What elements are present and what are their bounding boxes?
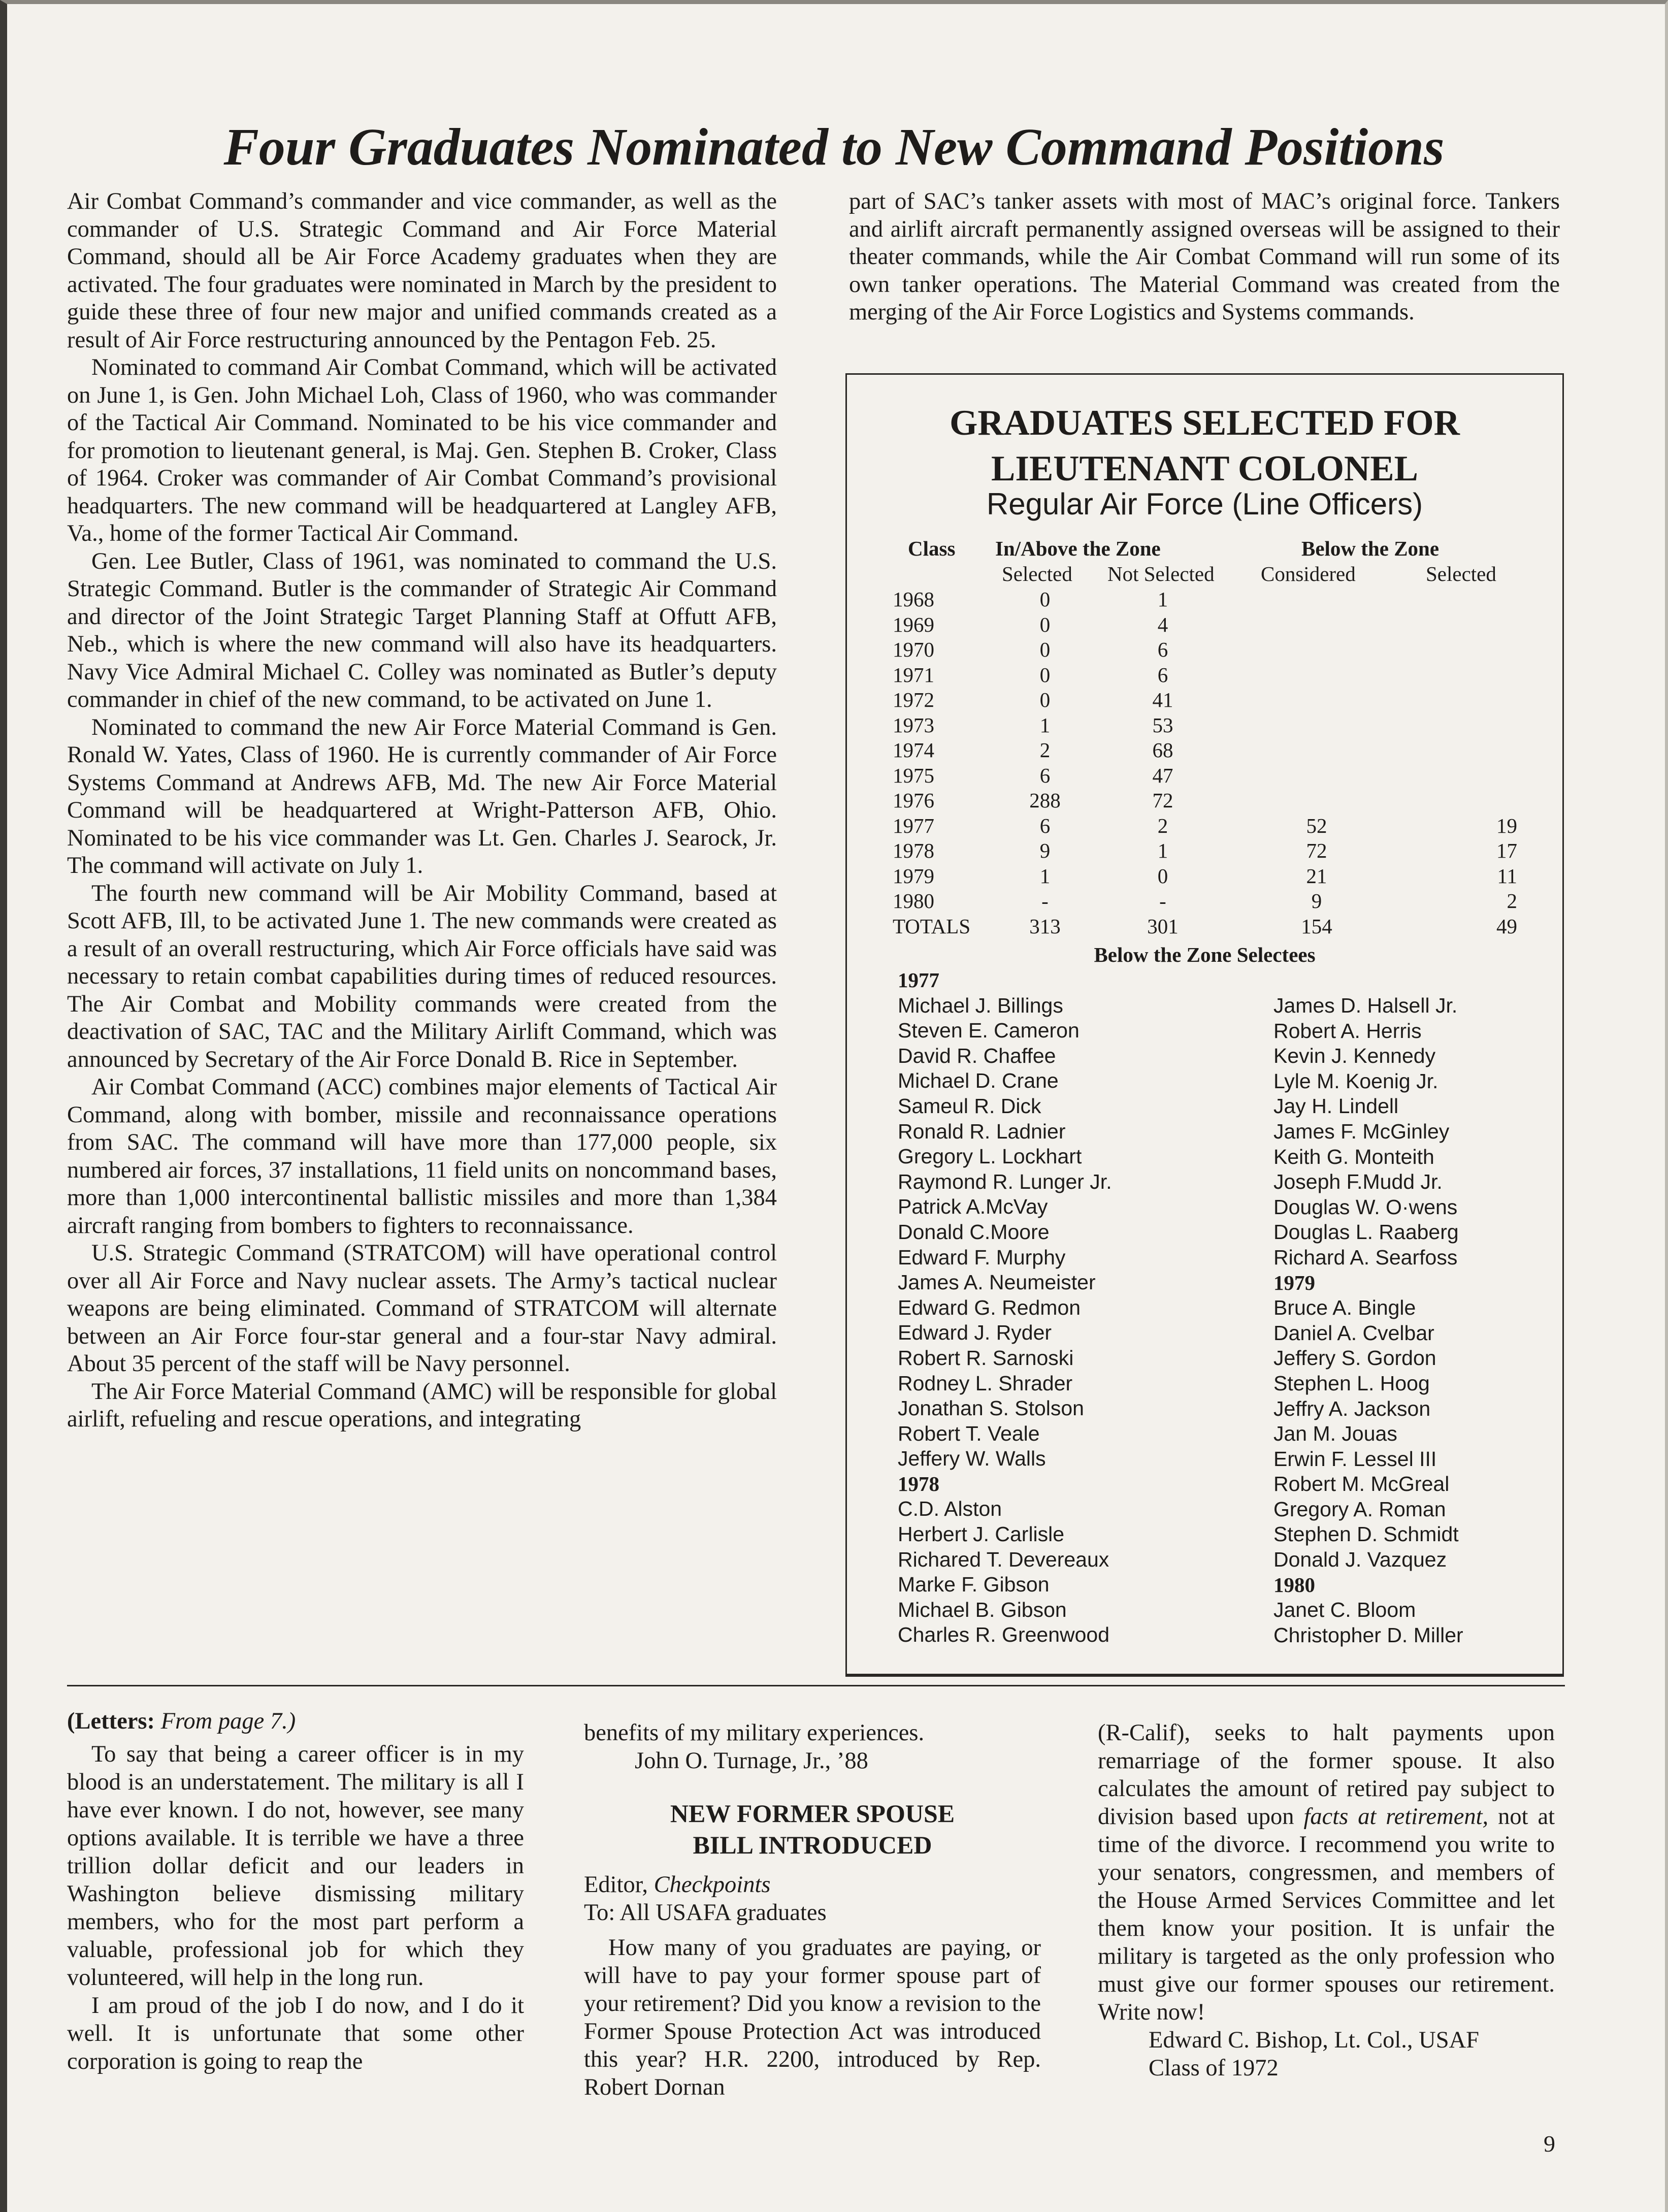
below-selected-cell bbox=[1456, 738, 1517, 763]
selectee-name: Richared T. Devereaux bbox=[898, 1547, 1109, 1571]
selectee-name: Herbert J. Carlisle bbox=[898, 1522, 1065, 1546]
class-column bbox=[893, 587, 984, 939]
not-selected-cell: 6 bbox=[1157, 663, 1168, 687]
selectee-name: Christopher D. Miller bbox=[1273, 1623, 1463, 1647]
not-selected-column bbox=[1117, 587, 1208, 939]
editor-line bbox=[584, 1871, 1041, 1899]
box-subtitle: Regular Air Force (Line Officers) bbox=[986, 487, 1423, 521]
selectee-name: Robert R. Sarnoski bbox=[898, 1346, 1074, 1370]
selectee-name: Donald J. Vazquez bbox=[1273, 1548, 1447, 1572]
selected-cell: 288 bbox=[1029, 789, 1061, 812]
article-paragraph: Nominated to command the new Air Force Material Command is Gen. Ronald W. Yates, Class of 1960. He is currently commander of Air Force Systems Command at Andrews AFB, Md. The new Air Force Material Command will be headquartered at Wright-Patterson AFB, Ohio. Nominated to be his vice commander was Lt. Gen. Charles J. Searock, Jr. The command will activate on July 1. bbox=[67, 714, 777, 879]
selectee-name: Kevin J. Kennedy bbox=[1273, 1044, 1436, 1068]
selectee-name: Stephen D. Schmidt bbox=[1273, 1522, 1459, 1546]
box-title-line: GRADUATES SELECTED FOR bbox=[950, 403, 1460, 443]
letter-paragraph: I am proud of the job I do now, and I do it well. It is unfortunate that some other corporation is going to reap the bbox=[67, 1993, 524, 2074]
selectee-name: Donald C.Moore bbox=[898, 1220, 1050, 1244]
considered-cell: 21 bbox=[1306, 864, 1327, 888]
header-not-selected: Not Selected bbox=[1107, 562, 1215, 585]
selected-cell: 0 bbox=[1039, 688, 1051, 711]
article-paragraph: Air Combat Command (ACC) combines major elements of Tactical Air Command, along with bomber, missile and reconnaissance operations from SAC. The command will have more than 177,000 people, six numbered air forces, 37 installations, 11 field units on noncommand bases, more than 1,000 intercontinental ballistic missiles and more than 1,384 aircraft ranging from bombers to fighters to reconnaissance. bbox=[67, 1074, 777, 1239]
selectee-name: Janet C. Bloom bbox=[1273, 1598, 1416, 1622]
editor-prefix: Editor, bbox=[584, 1872, 648, 1898]
class-cell: 1975 bbox=[893, 763, 934, 787]
letters-middle-column bbox=[584, 1719, 1041, 2101]
not-selected-cell: 68 bbox=[1152, 738, 1173, 762]
selectee-name: Edward J. Ryder bbox=[898, 1321, 1052, 1345]
considered-cell bbox=[1273, 612, 1360, 638]
not-selected-cell: 47 bbox=[1152, 763, 1173, 787]
selectee-name: Sameul R. Dick bbox=[898, 1094, 1041, 1118]
selectee-name: Patrick A.McVay bbox=[898, 1195, 1048, 1219]
considered-cell bbox=[1273, 587, 1360, 612]
selectee-name: Ronald R. Ladnier bbox=[898, 1119, 1066, 1143]
article-paragraph: Nominated to command Air Combat Command, which will be activated on June 1, is Gen. John Michael Loh, Class of 1960, who was commander of the Tactical Air Command. Nominated to be his vice commander and for promotion to lieutenant general, is Maj. Gen. Stephen B. Croker, Class of 1964. Croker was commander of Air Combat Command’s provisional headquarters. The new command will be headquartered at Langley AFB, Va., home of the former Tactical Air Command. bbox=[67, 354, 777, 546]
selectee-name: Michael J. Billings bbox=[898, 993, 1063, 1017]
not-selected-cell: 1 bbox=[1157, 839, 1168, 862]
letter-paragraph: To say that being a career officer is in my blood is an understatement. The military is all I have ever known. I do not, however, see many options available. It is terrible we have a three trillion dollar deficit and our leaders in Washington believe dismissing military members, who for the most part perform a valuable, professional job for which they volunteered, will help in the long run. bbox=[67, 1741, 524, 1991]
selection-table-body bbox=[847, 587, 1565, 942]
selectee-year-heading: 1978 bbox=[898, 1472, 939, 1495]
selectee-name: Michael D. Crane bbox=[898, 1069, 1059, 1093]
selectee-name: Jay H. Lindell bbox=[1273, 1094, 1399, 1118]
header-selected: Selected bbox=[1002, 562, 1072, 585]
letter-signature: John O. Turnage, Jr., ’88 bbox=[635, 1748, 868, 1774]
selectee-name: Douglas W. O·wens bbox=[1273, 1195, 1458, 1219]
considered-cell bbox=[1273, 713, 1360, 738]
selectee-name: Jeffery W. Walls bbox=[898, 1447, 1046, 1471]
not-selected-cell: - bbox=[1159, 889, 1166, 913]
class-cell: 1968 bbox=[893, 588, 934, 611]
article-right-column bbox=[849, 188, 1560, 327]
selected-cell: 6 bbox=[1039, 814, 1051, 837]
article-paragraph: part of SAC’s tanker assets with most of MAC’s original force. Tankers and airlift aircraft permanently assigned overseas will be assigned to their theater commands, while the Air Combat Command will run some of its own tanker operations. The Material Command was created from the merging of the Air Force Logistics and Systems commands. bbox=[849, 188, 1560, 325]
section-divider bbox=[67, 1685, 1565, 1686]
not-selected-cell: 41 bbox=[1152, 688, 1173, 711]
selectee-name: Edward F. Murphy bbox=[898, 1245, 1066, 1269]
class-cell: 1970 bbox=[893, 638, 934, 661]
selectee-name: Keith G. Monteith bbox=[1273, 1145, 1434, 1168]
article-paragraph: The Air Force Material Command (AMC) will be responsible for global airlift, refueling and rescue operations, and integrating bbox=[67, 1378, 777, 1432]
considered-cell bbox=[1273, 688, 1360, 713]
selectee-name: Douglas L. Raaberg bbox=[1273, 1220, 1459, 1244]
letters-left-column bbox=[67, 1707, 524, 2075]
bill-heading bbox=[584, 1798, 1041, 1861]
article-paragraph: The fourth new command will be Air Mobility Command, based at Scott AFB, Ill, to be activated June 1. The new commands were created as a result of an overall restructuring, which Air Force officials have said was necessary to retain combat capabilities during times of reduced resources. The Air Combat and Mobility commands were created from the deactivation of SAC, TAC and the Military Airlift Command, which was announced by Secretary of the Air Force Donald B. Rice in September. bbox=[67, 880, 777, 1072]
selectee-name: Bruce A. Bingle bbox=[1273, 1296, 1416, 1320]
selectee-year-heading: 1979 bbox=[1273, 1271, 1315, 1294]
selectee-name: Charles R. Greenwood bbox=[898, 1623, 1110, 1647]
selectee-name: Rodney L. Shrader bbox=[898, 1371, 1073, 1395]
selected-column bbox=[1015, 587, 1075, 939]
letter-italic-text: facts at retirement, bbox=[1303, 1804, 1489, 1830]
selectee-name: Gregory L. Lockhart bbox=[898, 1145, 1082, 1168]
class-cell: 1969 bbox=[893, 612, 934, 636]
page-number: 9 bbox=[1544, 2131, 1555, 2157]
header-selected-below: Selected bbox=[1426, 562, 1496, 585]
selectee-name: Jonathan S. Stolson bbox=[898, 1396, 1084, 1420]
class-cell: TOTALS bbox=[893, 914, 971, 938]
letter-continuation: benefits of my military experiences. bbox=[584, 1720, 925, 1746]
below-selected-cell bbox=[1456, 637, 1517, 663]
not-selected-cell: 2 bbox=[1157, 814, 1168, 837]
below-selected-cell: 11 bbox=[1497, 864, 1517, 888]
selected-cell: 1 bbox=[1039, 864, 1051, 888]
considered-cell: 9 bbox=[1311, 889, 1322, 913]
selectee-year-heading: 1980 bbox=[1273, 1573, 1315, 1597]
selected-cell: 0 bbox=[1039, 612, 1051, 636]
selectee-name: David R. Chaffee bbox=[898, 1044, 1056, 1067]
selectee-name: Gregory A. Roman bbox=[1273, 1497, 1446, 1521]
header-below-zone: Below the Zone bbox=[1301, 537, 1440, 560]
not-selected-cell: 4 bbox=[1157, 612, 1168, 636]
selectee-name: James D. Halsell Jr. bbox=[1273, 994, 1458, 1017]
not-selected-cell: 53 bbox=[1152, 713, 1173, 737]
letters-continued-line bbox=[67, 1707, 524, 1735]
below-selected-cell: 49 bbox=[1496, 914, 1517, 938]
considered-column bbox=[1273, 587, 1360, 939]
not-selected-cell: 1 bbox=[1157, 588, 1168, 611]
selection-table-header bbox=[847, 536, 1565, 585]
selectee-name: James A. Neumeister bbox=[898, 1271, 1096, 1294]
selectee-name: Marke F. Gibson bbox=[898, 1573, 1050, 1597]
letters-label: (Letters: bbox=[67, 1708, 155, 1734]
class-cell: 1976 bbox=[893, 789, 934, 812]
header-considered: Considered bbox=[1261, 562, 1356, 585]
selectees-list-right bbox=[1273, 993, 1463, 1648]
selectee-name: Robert A. Herris bbox=[1273, 1019, 1422, 1043]
considered-cell: 72 bbox=[1306, 839, 1327, 862]
selectee-name: Stephen L. Hoog bbox=[1273, 1371, 1430, 1395]
below-selected-cell bbox=[1456, 763, 1517, 789]
considered-cell: 52 bbox=[1306, 814, 1327, 837]
considered-cell bbox=[1273, 738, 1360, 763]
selectee-name: Jan M. Jouas bbox=[1273, 1422, 1397, 1446]
considered-cell: 154 bbox=[1301, 914, 1332, 938]
not-selected-cell: 0 bbox=[1157, 864, 1168, 888]
letters-right-column bbox=[1098, 1719, 1555, 2082]
below-selected-cell: 17 bbox=[1496, 839, 1517, 862]
selectee-name: Daniel A. Cvelbar bbox=[1273, 1321, 1434, 1345]
selectee-name: Lyle M. Koenig Jr. bbox=[1273, 1069, 1438, 1093]
selectee-name: James F. McGinley bbox=[1273, 1119, 1450, 1143]
article-title: Four Graduates Nominated to New Command Positions bbox=[223, 118, 1445, 176]
selected-cell: - bbox=[1041, 889, 1049, 913]
selectee-name: Robert M. McGreal bbox=[1273, 1472, 1450, 1496]
selected-cell: 0 bbox=[1039, 663, 1051, 687]
publication-name: Checkpoints bbox=[653, 1872, 771, 1898]
considered-cell bbox=[1273, 637, 1360, 663]
selectee-name: Jeffry A. Jackson bbox=[1273, 1396, 1431, 1420]
below-selected-cell: 19 bbox=[1496, 814, 1517, 837]
class-cell: 1971 bbox=[893, 663, 934, 687]
article-left-column bbox=[67, 188, 777, 1434]
not-selected-cell: 72 bbox=[1152, 789, 1173, 812]
letter-text: (R-Calif), seeks to halt payments upon remarriage of the former spouse. It also calculates the amount of retired pay subject to division based upon bbox=[1098, 1720, 1555, 1830]
class-cell: 1978 bbox=[893, 839, 934, 862]
below-selected-cell bbox=[1456, 788, 1517, 814]
bill-heading-line: BILL INTRODUCED bbox=[693, 1831, 932, 1859]
selectee-name: Steven E. Cameron bbox=[898, 1019, 1080, 1043]
class-cell: 1972 bbox=[893, 688, 934, 711]
letter-paragraph bbox=[1098, 1719, 1555, 2026]
selected-cell: 2 bbox=[1039, 738, 1051, 762]
class-cell: 1980 bbox=[893, 889, 934, 913]
class-cell: 1973 bbox=[893, 713, 934, 737]
below-selected-cell bbox=[1456, 713, 1517, 738]
selected-cell: 313 bbox=[1029, 914, 1061, 938]
selected-cell: 9 bbox=[1039, 839, 1051, 862]
lieutenant-colonel-selection-box bbox=[845, 373, 1564, 1677]
selectees-list-left bbox=[898, 968, 1112, 1648]
below-selected-cell bbox=[1456, 663, 1517, 688]
letters-from-page: From page 7.) bbox=[160, 1708, 296, 1734]
bill-heading-line: NEW FORMER SPOUSE bbox=[670, 1799, 955, 1828]
selectee-year-heading: 1977 bbox=[898, 968, 939, 992]
considered-cell bbox=[1273, 788, 1360, 814]
box-title-line: LIEUTENANT COLONEL bbox=[991, 449, 1419, 489]
selected-cell: 6 bbox=[1039, 763, 1051, 787]
selectee-name: Erwin F. Lessel III bbox=[1273, 1447, 1437, 1471]
selectee-name: Edward G. Redmon bbox=[898, 1295, 1081, 1319]
selectee-name: Jeffery S. Gordon bbox=[1273, 1346, 1436, 1370]
header-in-above-zone: In/Above the Zone bbox=[995, 537, 1161, 560]
letter-signature-class: Class of 1972 bbox=[1149, 2055, 1279, 2081]
selectees-title: Below the Zone Selectees bbox=[1094, 943, 1316, 966]
below-selected-cell: 2 bbox=[1507, 889, 1517, 913]
selectee-name: Joseph F.Mudd Jr. bbox=[1273, 1170, 1443, 1194]
box-title bbox=[847, 400, 1562, 492]
class-cell: 1979 bbox=[893, 864, 934, 888]
letter-text: not at time of the divorce. I recommend you write to your senators, congressmen, and members of the House Armed Services Committee and let them know your position. It is unfair the military is targeted as the only profession who must give our former spouses our retirement. Write now! bbox=[1098, 1804, 1555, 2025]
not-selected-cell: 301 bbox=[1147, 914, 1179, 938]
below-selected-cell bbox=[1456, 688, 1517, 713]
article-paragraph: U.S. Strategic Command (STRATCOM) will have operational control over all Air Force and Navy nuclear assets. The Army’s tactical nuclear weapons are being eliminated. Command of STRATCOM will alternate between an Air Force four-star general and a four-star Navy admiral. About 35 percent of the staff will be Navy personnel. bbox=[67, 1240, 777, 1377]
class-cell: 1974 bbox=[893, 738, 934, 762]
article-paragraph: Air Combat Command’s commander and vice commander, as well as the commander of U.S. Strategic Command and Air Force Material Command, should all be Air Force Academy graduates when they are activated. The four graduates were nominated in March by the president to guide these three of four new major and unified commands created as a result of Air Force restructuring announced by the Pentagon Feb. 25. bbox=[67, 188, 777, 353]
class-cell: 1977 bbox=[893, 814, 934, 837]
selectee-name: Michael B. Gibson bbox=[898, 1598, 1067, 1621]
selectee-name: Raymond R. Lunger Jr. bbox=[898, 1169, 1112, 1193]
selectee-name: Richard A. Searfoss bbox=[1273, 1245, 1458, 1269]
below-selected-column bbox=[1456, 587, 1517, 939]
article-paragraph: Gen. Lee Butler, Class of 1961, was nominated to command the U.S. Strategic Command. Butler is the commander of Strategic Air Command and director of the Joint Strategic Target Planning Staff at Offutt AFB, Neb., which is where the new command will also have its headquarters. Navy Vice Admiral Michael C. Colley was nominated as Butler’s deputy commander in chief of the new command, to be activated on June 1. bbox=[67, 548, 777, 712]
selected-cell: 0 bbox=[1039, 638, 1051, 661]
considered-cell bbox=[1273, 663, 1360, 688]
to-line: To: All USAFA graduates bbox=[584, 1900, 827, 1926]
selectee-name: Robert T. Veale bbox=[898, 1421, 1040, 1445]
selected-cell: 1 bbox=[1039, 713, 1051, 737]
not-selected-cell: 6 bbox=[1157, 638, 1168, 661]
letter-paragraph: How many of you graduates are paying, or will have to pay your former spouse part of your retirement? Did you know a revision to the Former Spouse Protection Act was introduced this year? H.R. 2200, introduced by Rep. Robert Dornan bbox=[584, 1935, 1041, 2100]
selected-cell: 0 bbox=[1039, 588, 1051, 611]
below-selected-cell bbox=[1456, 612, 1517, 638]
considered-cell bbox=[1273, 763, 1360, 789]
selectee-name: C.D. Alston bbox=[898, 1497, 1002, 1521]
header-class: Class bbox=[908, 537, 956, 560]
letter-signature: Edward C. Bishop, Lt. Col., USAF bbox=[1149, 2027, 1480, 2053]
below-selected-cell bbox=[1456, 587, 1517, 612]
